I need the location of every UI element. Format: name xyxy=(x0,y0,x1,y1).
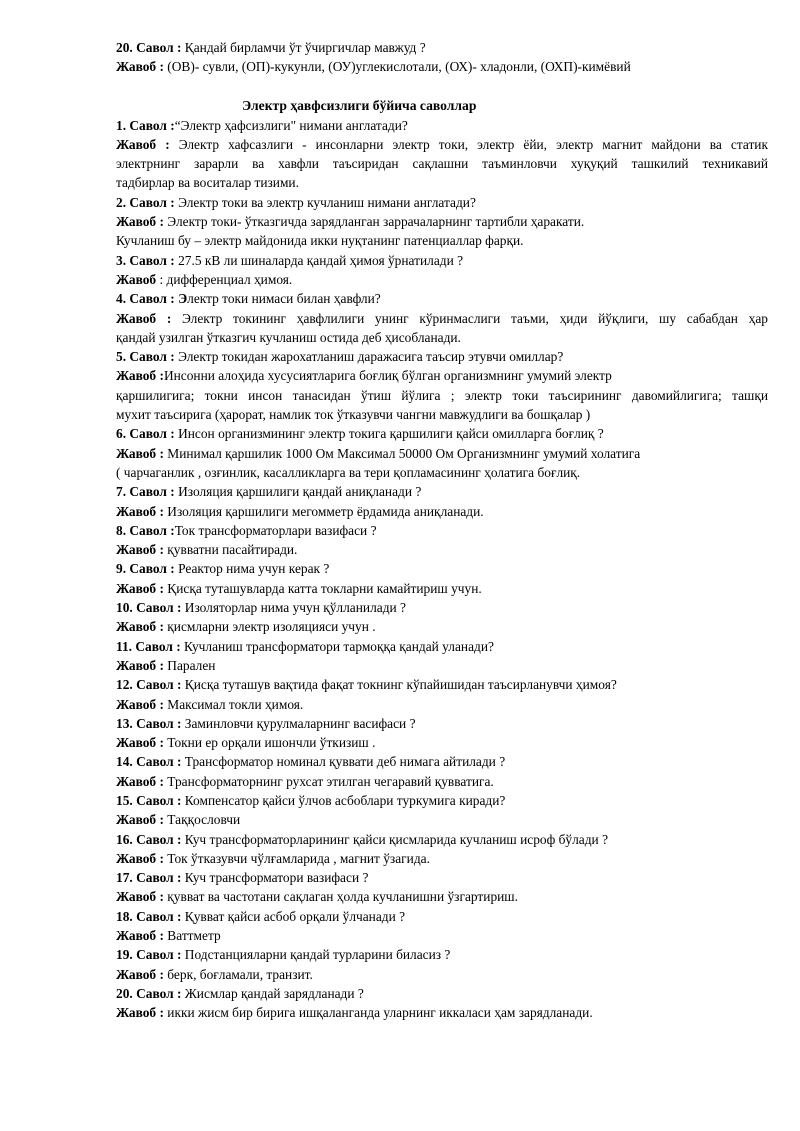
qa-text: икки жисм бир бирига ишқаланганда уларнинг иккаласи ҳам зарядланади. xyxy=(163,1005,593,1021)
qa-text: қувватни пасайтиради. xyxy=(163,542,298,558)
qa-text: Трансформаторнинг рухсат этилган чегаравий қувватига. xyxy=(163,773,494,789)
qa-label: Жавоб : xyxy=(116,928,164,944)
qa-line xyxy=(116,810,768,829)
qa-line xyxy=(116,502,768,521)
intro-question-20 xyxy=(116,38,768,57)
qa-text: Токни ер орқали ишончли ўткизиш . xyxy=(163,735,376,751)
document-body xyxy=(116,38,768,1023)
qa-label: 8. Савол : xyxy=(116,522,175,538)
qa-label: 7. Савол : xyxy=(116,484,175,500)
qa-label: 17. Савол : xyxy=(116,870,182,886)
qa-label: 9. Савол : xyxy=(116,561,175,577)
qa-label: Жавоб : xyxy=(116,1005,164,1021)
qa-line xyxy=(116,637,768,656)
qa-line xyxy=(116,212,768,231)
qa-line xyxy=(116,231,768,250)
qa-text: Подстанцияларни қандай турларини биласиз ? xyxy=(181,947,451,963)
qa-label: 16. Савол : xyxy=(116,831,182,847)
qa-label: 10. Савол : xyxy=(116,600,182,616)
qa-line xyxy=(116,386,768,405)
qa-text: берк, боғламали, транзит. xyxy=(163,966,313,982)
qa-label: Жавоб : xyxy=(116,619,164,635)
qa-line xyxy=(116,695,768,714)
qa-line xyxy=(116,868,768,887)
qa-label: 18. Савол : xyxy=(116,908,182,924)
qa-text: Жисмлар қандай зарядланади ? xyxy=(181,985,364,1001)
qa-label: Жавоб : xyxy=(116,696,164,712)
qa-text: ( чарчаганлик , озғинлик, касалликларга ва тери қопламасининг ҳолатига боғлиқ. xyxy=(116,464,581,480)
qa-label: Жавоб : xyxy=(116,966,164,982)
qa-label: 3. Савол : xyxy=(116,252,175,268)
qa-text: Кучланиш бу – электр майдонида икки нуқтанинг патенциаллар фарқи. xyxy=(116,233,524,249)
qa-label: 6. Савол : xyxy=(116,426,175,442)
qa-line xyxy=(116,945,768,964)
qa-label: Жавоб : xyxy=(116,214,164,230)
qa-text: Ток трансформаторлари вазифаси ? xyxy=(174,522,377,538)
qa-line xyxy=(116,116,768,135)
qa-line xyxy=(116,772,768,791)
qa-label: Жавоб : xyxy=(116,136,170,152)
qa-label: Жавоб : xyxy=(116,368,164,384)
qa-line xyxy=(116,366,768,385)
qa-label: Жавоб : xyxy=(116,773,164,789)
qa-line xyxy=(116,733,768,752)
qa-label: 11. Савол : xyxy=(116,638,181,654)
qa-label: Жавоб : xyxy=(116,735,164,751)
qa-text: Инсон организмининг электр токига қаршилиги қайси омилларга боғлиқ ? xyxy=(174,426,604,442)
qa-text: Қисқа туташувларда катта токларни камайтириш учун. xyxy=(163,580,482,596)
qa-line xyxy=(116,173,768,192)
qa-line xyxy=(116,849,768,868)
qa-text: Ток ўтказувчи чўлғамларида , магнит ўзагида. xyxy=(163,850,430,866)
qa-label: 1. Савол : xyxy=(116,117,175,133)
qa-text: Парален xyxy=(163,657,216,673)
qa-text: Реактор нима учун керак ? xyxy=(174,561,330,577)
qa-line xyxy=(116,289,768,308)
qa-text: Электр токи ва электр кучланиш нимани англатади? xyxy=(174,194,476,210)
qa-line xyxy=(116,347,768,366)
qa-line xyxy=(116,984,768,1003)
qa-label: 12. Савол : xyxy=(116,677,182,693)
qa-text: электрнинг зарарли ва хавфли таъсиридан сақлашни таъминловчи хуқуқий ташкилий техникавий xyxy=(116,156,768,172)
qa-text: Компенсатор қайси ўлчов асбоблари туркумига киради? xyxy=(181,792,506,808)
question-label: 20. Савол : xyxy=(116,40,182,55)
qa-line xyxy=(116,965,768,984)
qa-line xyxy=(116,424,768,443)
qa-line xyxy=(116,309,768,328)
qa-list xyxy=(116,116,768,1023)
qa-text: Трансформатор номинал қуввати деб нимага айтилади ? xyxy=(181,754,506,770)
qa-text: Минимал қаршилик 1000 Ом Максимал 50000 Ом Организмнинг умумий холатига xyxy=(163,445,641,461)
qa-text: тадбирлар ва воситалар тизими. xyxy=(116,175,299,191)
qa-line xyxy=(116,714,768,733)
qa-line xyxy=(116,193,768,212)
answer-label: Жавоб : xyxy=(116,59,164,75)
qa-text: Ваттметр xyxy=(163,928,221,944)
qa-line xyxy=(116,752,768,771)
qa-text: : дифференциал ҳимоя. xyxy=(156,271,293,287)
qa-text: Изоляция қаршилиги қандай аниқланади ? xyxy=(174,484,422,500)
qa-text: қандай узилган ўтказгич кучланиш остида деб ҳисобланади. xyxy=(116,329,461,345)
qa-label: 15. Савол : xyxy=(116,792,182,808)
qa-text: Электр токининг ҳавфлилиги унинг кўринмаслиги таъми, ҳиди йўқлиги, шу сабабдан ҳар xyxy=(171,310,768,326)
qa-text: Инсонни алоҳида хусусиятларига боғлиқ бўлган организмнинг умумий электр xyxy=(163,368,612,384)
qa-text: Заминловчи қурулмаларнинг васифаси ? xyxy=(181,715,416,731)
qa-line xyxy=(116,907,768,926)
qa-text: Максимал токли ҳимоя. xyxy=(163,696,304,712)
answer-text: (ОВ)- сувли, (ОП)-кукунли, (ОУ)углекислотали, (ОХ)- хладонли, (ОХП)-кимёвий xyxy=(163,59,631,75)
qa-line xyxy=(116,444,768,463)
qa-line xyxy=(116,270,768,289)
qa-line xyxy=(116,251,768,270)
qa-text: лектр токи нимаси билан ҳавфли? xyxy=(187,291,381,307)
question-text: Қандай бирламчи ўт ўчиргичлар мавжуд ? xyxy=(181,40,426,55)
qa-text: Қувват қайси асбоб орқали ўлчанади ? xyxy=(181,908,406,924)
qa-line xyxy=(116,405,768,424)
qa-label: Жавоб : xyxy=(116,812,164,828)
qa-text: Кучланиш трансформатори тармоққа қандай уланади? xyxy=(180,638,494,654)
spacer xyxy=(116,77,768,96)
qa-label: 5. Савол : xyxy=(116,349,175,365)
qa-line xyxy=(116,926,768,945)
qa-text: 27.5 кВ ли шиналарда қандай ҳимоя ўрнатилади ? xyxy=(174,252,464,268)
qa-label: Жавоб : xyxy=(116,503,164,519)
qa-text: Электр хафсазлиги - инсонларни электр токи, электр ёйи, электр магнит майдони ва статик xyxy=(169,136,768,152)
qa-text: қаршилигига; токни инсон танасидан ўтиш йўлига ; электр токи таъсирининг давомийлигига; ташқи xyxy=(116,387,768,403)
qa-label: Жавоб : xyxy=(116,445,164,461)
qa-line xyxy=(116,154,768,173)
qa-line xyxy=(116,830,768,849)
qa-line xyxy=(116,656,768,675)
qa-text: қувват ва частотани сақлаган ҳолда кучланишни ўзгартириш. xyxy=(163,889,518,905)
qa-line xyxy=(116,540,768,559)
qa-text: Изоляторлар нима учун қўлланилади ? xyxy=(181,600,406,616)
qa-line xyxy=(116,135,768,154)
qa-text: Таққословчи xyxy=(163,812,241,828)
qa-line xyxy=(116,1003,768,1022)
qa-label: Жавоб : xyxy=(116,542,164,558)
qa-line xyxy=(116,887,768,906)
qa-line xyxy=(116,579,768,598)
qa-label: 13. Савол : xyxy=(116,715,182,731)
qa-label: Жавоб : xyxy=(116,580,164,596)
intro-answer-20 xyxy=(116,57,768,76)
qa-line xyxy=(116,598,768,617)
qa-text: “Электр ҳафсизлиги" нимани англатади? xyxy=(174,117,408,133)
qa-label: 19. Савол : xyxy=(116,947,182,963)
section-heading: Электр ҳавфсизлиги бўйича саволлар xyxy=(242,97,477,113)
qa-label: Жавоб xyxy=(116,271,157,287)
qa-line xyxy=(116,559,768,578)
qa-label: 4. Савол : Э xyxy=(116,291,188,307)
qa-text: Куч трансформаторларининг қайси қисмларида кучланиш исроф бўлади ? xyxy=(181,831,609,847)
qa-line xyxy=(116,521,768,540)
qa-text: Изоляция қаршилиги мегомметр ёрдамида аниқланади. xyxy=(163,503,484,519)
qa-text: қисмларни электр изоляцияси учун . xyxy=(163,619,376,635)
qa-text: Электр токидан жарохатланиш даражасига таъсир этувчи омиллар? xyxy=(174,349,564,365)
qa-line xyxy=(116,463,768,482)
qa-label: Жавоб : xyxy=(116,310,172,326)
qa-line xyxy=(116,482,768,501)
qa-text: Электр токи- ўтказгичда зарядланган заррачаларнинг тартибли ҳаракати. xyxy=(163,214,585,230)
qa-line xyxy=(116,328,768,347)
qa-line xyxy=(116,791,768,810)
qa-line xyxy=(116,675,768,694)
qa-label: Жавоб : xyxy=(116,889,164,905)
qa-text: мухит таъсирига (ҳарорат, намлик ток ўтказувчи чангни мавжудлиги ва бошқалар ) xyxy=(116,407,591,423)
qa-text: Куч трансформатори вазифаси ? xyxy=(181,870,369,886)
qa-label: Жавоб : xyxy=(116,850,164,866)
qa-label: Жавоб : xyxy=(116,657,164,673)
qa-label: 20. Савол : xyxy=(116,985,182,1001)
qa-text: Қисқа туташув вақтида фақат токнинг кўпайишидан таъсирланувчи ҳимоя? xyxy=(181,677,617,693)
qa-line xyxy=(116,617,768,636)
qa-label: 14. Савол : xyxy=(116,754,182,770)
qa-label: 2. Савол : xyxy=(116,194,175,210)
